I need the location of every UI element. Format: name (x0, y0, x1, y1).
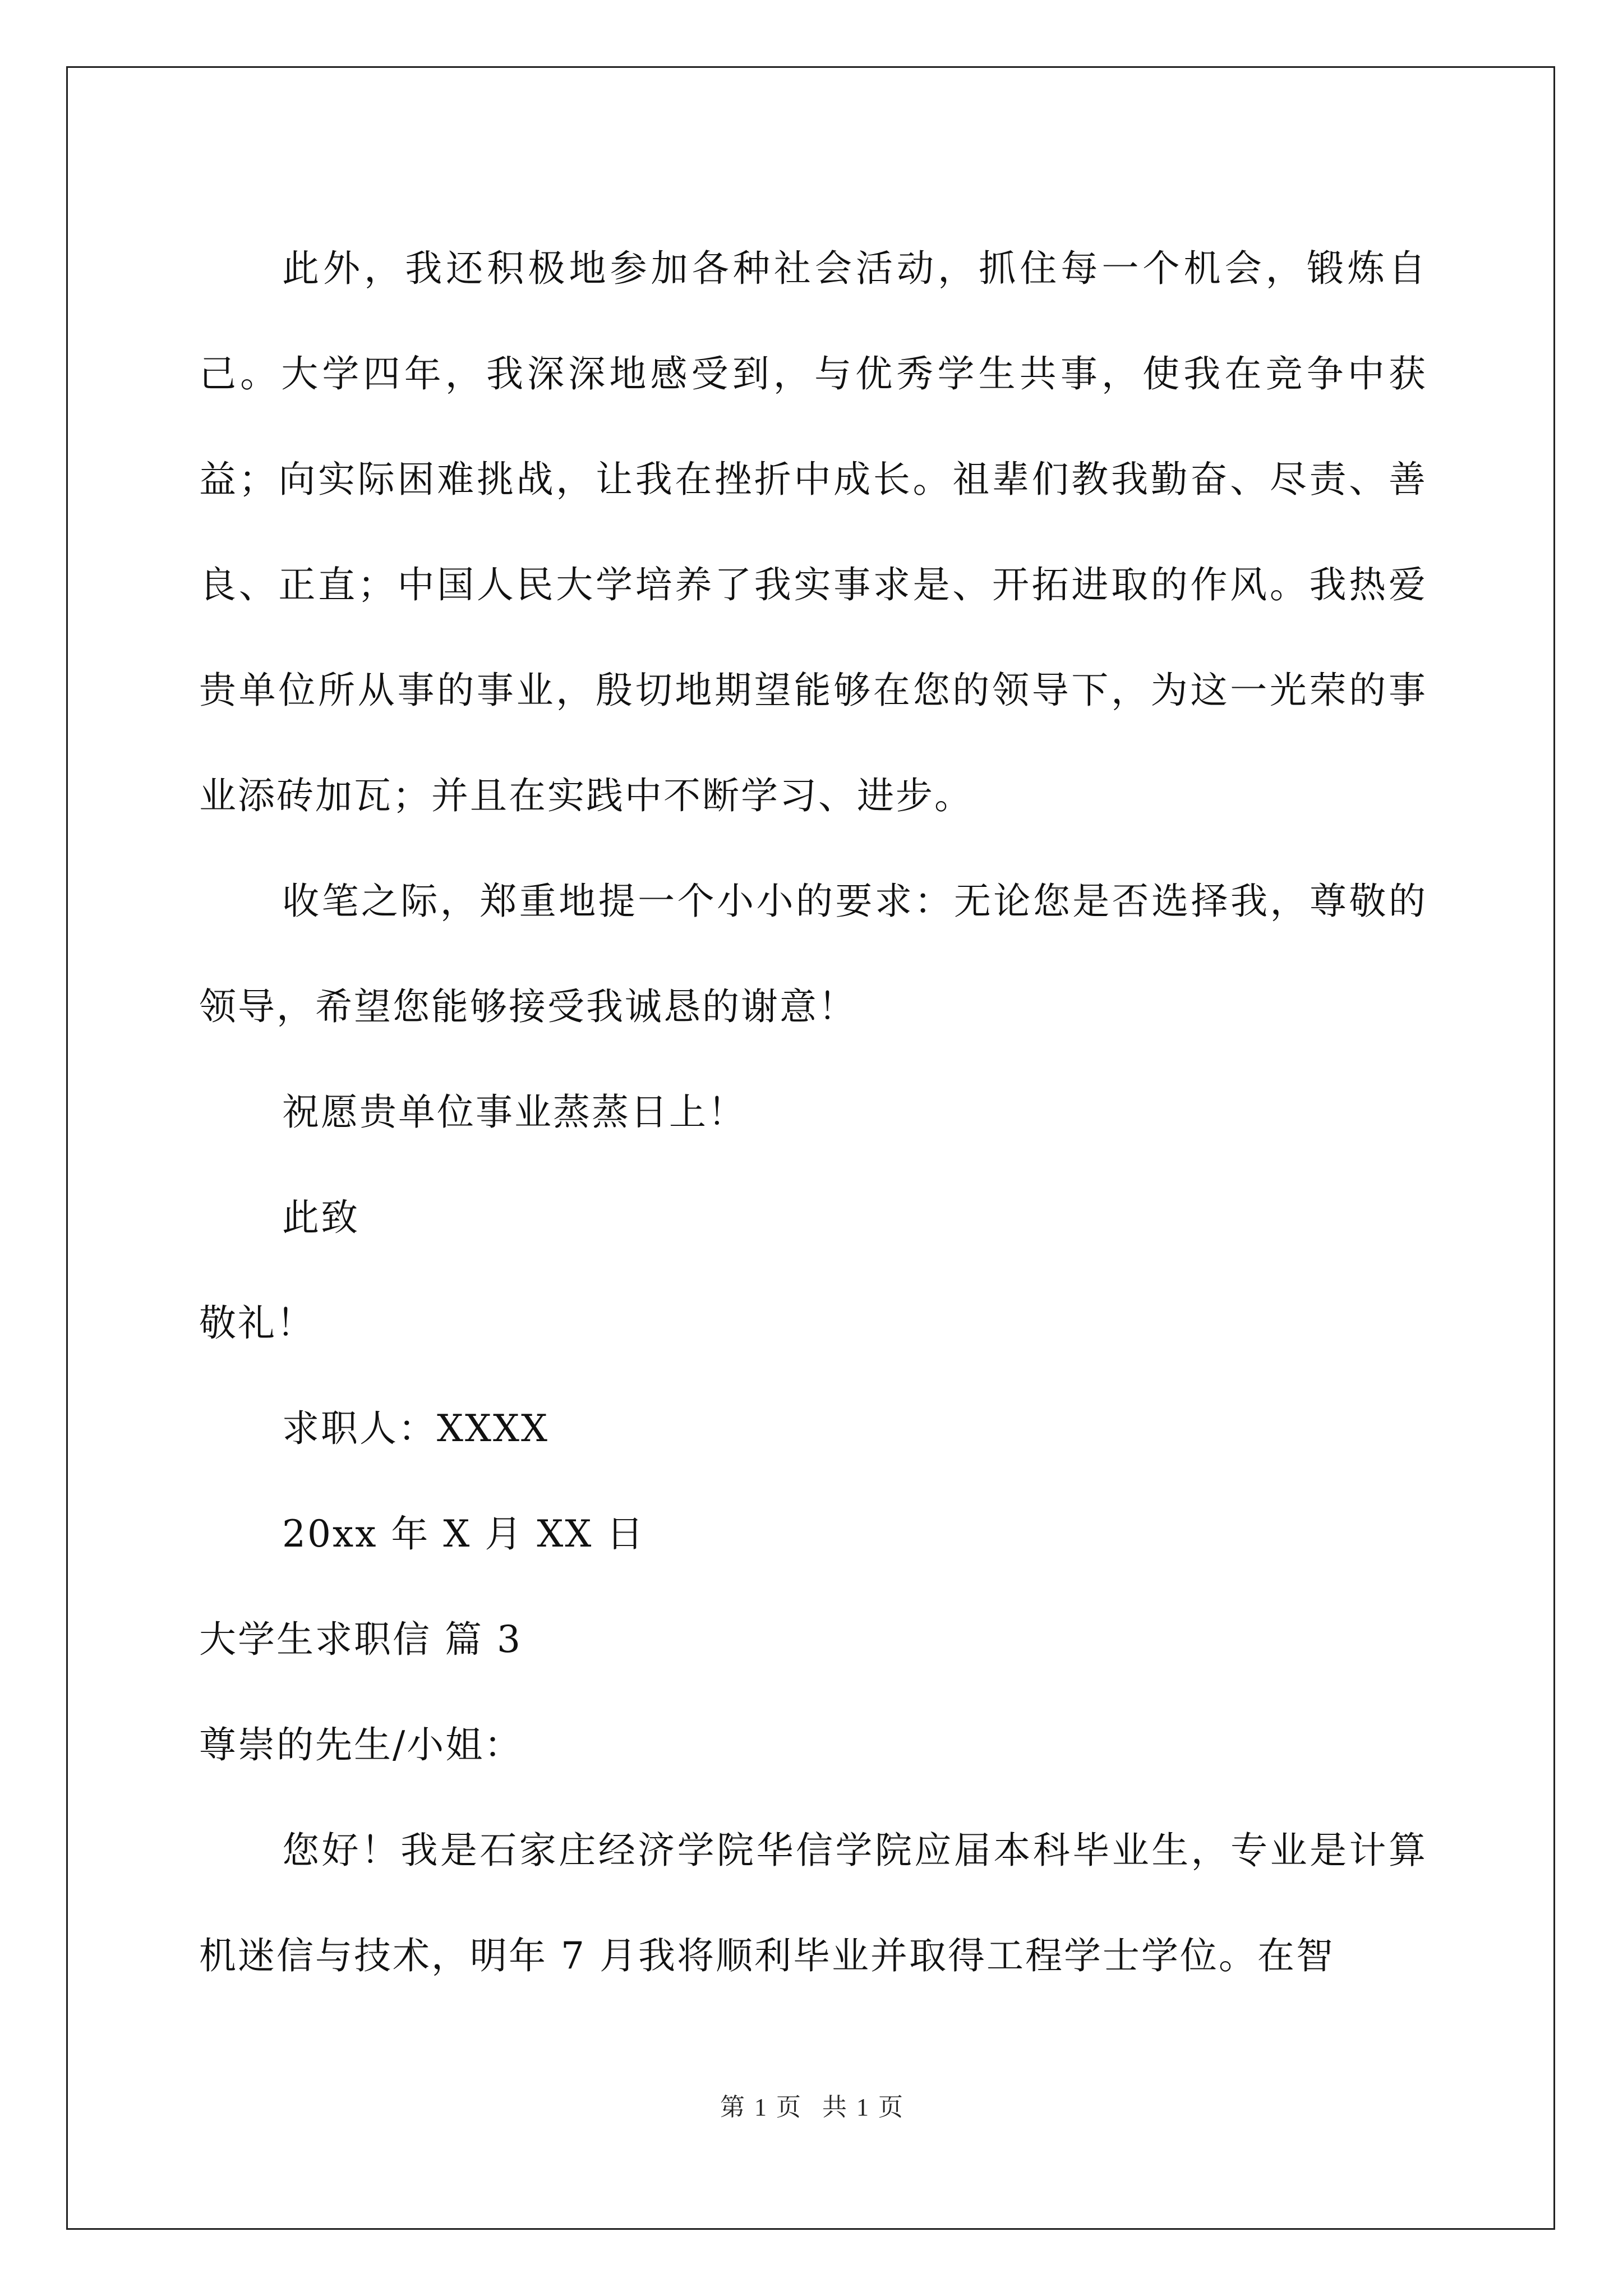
letter-greeting: 尊崇的先生/小姐： (199, 1723, 523, 1766)
paragraph-closing-request: 收笔之际，郑重地提一个小小的要求：无论您是否选择我，尊敬的领导，希望您能够接受我诚恳的谢意！ (199, 880, 1427, 1028)
page-total: 共 1 页 (822, 2093, 903, 2121)
letter-date: 20xx 年 X 月 XX 日 (282, 1512, 645, 1556)
paragraph-introduction: 您好！我是石家庄经济学院华信学院应届本科毕业生，专业是计算机迷信与技术，明年 7 月我将顺利毕业并取得工程学士学位。在智 (199, 1829, 1427, 1977)
salutation-jingli: 敬礼！ (199, 1301, 315, 1345)
salutation-cizhi: 此致 (282, 1196, 359, 1239)
page-footer (0, 2087, 1623, 2123)
paragraph-wishes: 祝愿贵单位事业蒸蒸日上！ (282, 1091, 746, 1134)
paragraph-activities: 此外，我还积极地参加各种社会活动，抓住每一个机会，锻炼自己。大学四年，我深深地感受到，与优秀学生共事，使我在竞争中获益；向实际困难挑战，让我在挫折中成长。祖辈们教我勤奋、尽责、善良、正直；中国人民大学培养了我实事求是、开拓进取的作风。我热爱贵单位所从事的事业，殷切地期望能够在您的领导下，为这一光荣的事业添砖加瓦；并且在实践中不断学习、进步。 (199, 247, 1427, 817)
applicant-signature: 求职人：XXXX (282, 1407, 549, 1450)
document-body (199, 216, 1427, 2009)
section-heading: 大学生求职信 篇 3 (199, 1618, 522, 1661)
page-number: 第 1 页 (720, 2093, 801, 2121)
